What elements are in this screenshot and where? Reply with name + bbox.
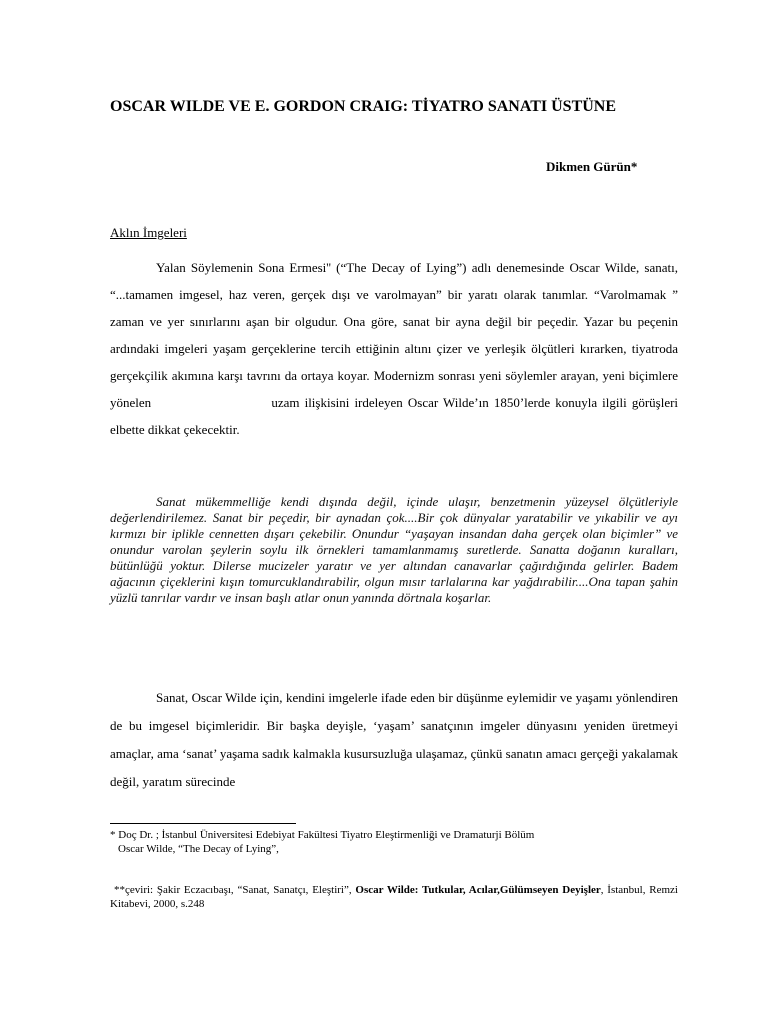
footnote-2-suffix: , İstanbul, Remzi Kitabevi, 2000, s.248 [110, 884, 678, 910]
footnote-2 [110, 883, 678, 911]
footnote-1-line-2: Oscar Wilde, “The Decay of Lying”, [118, 843, 279, 855]
paragraph-1-part-1: Yalan Söylemenin Sona Ermesi'' (“The Decay of Lying”) adlı denemesinde Oscar Wilde, sanatı, “...tamamen imgesel, haz veren, gerçek dışı ve varolmayan” bir yaratı olarak tanımlar. “Varolmamak ” zaman ve yer sınırlarını aşan bir olgudur. Ona göre, sanat bir ayna değil bir peçedir. Yazar bu peçenin ardındaki imgeleri yaşam gerçeklerine tercih ettiğinin altını çizer ve yerleşik ölçütleri kırarken, tiyatroda gerçekçilik akımına karşı tavrını da ortaya koyar. Modernizm sonrası yeni söylemler arayan, yeni biçimlere yönelen [110, 260, 678, 410]
paragraph-1-part-2: uzam ilişkisini irdeleyen Oscar Wilde’ın 1850’lerde konuyla ilgili görüşleri elbette dikkat çekecektir. [110, 395, 679, 437]
author-name: Dikmen Gürün* [546, 159, 638, 174]
page-title: OSCAR WILDE VE E. GORDON CRAIG: TİYATRO SANATI ÜSTÜNE [110, 98, 617, 115]
footnote-1-line-1: * Doç Dr. ; İstanbul Üniversitesi Edebiyat Fakültesi Tiyatro Eleştirmenliği ve Dramaturji Bölüm [110, 829, 535, 841]
footnote-2-prefix: **çeviri: Şakir Eczacıbaşı, “Sanat, Sanatçı, Eleştiri”, [114, 884, 356, 896]
body-paragraph-1 [110, 254, 678, 443]
footnote-1 [110, 828, 678, 856]
block-quote: Sanat mükemmelliğe kendi dışında değil, içinde ulaşır, benzetmenin yüzeysel ölçütleriyle değerlendirilemez. Sanat bir peçedir, bir aynadan çok....Bir çok dünyalar yaratabilir ve yıkabilir ve ayı kırmızı bir iplikle cennetten dışarı çekebilir. Onundur “yaşayan insandan daha gerçek olan biçimler” ve onundur varolan şeylerin soylu ilk örnekleri tamamlanmamış suretlerde. Sanatta doğanın kuralları, bütünlüğü yoktur. Dilerse mucizeler yaratır ve yer altından canavarlar çağırdığında gelirler. Badem ağacının çiçeklerini kışın tomurcuklandırabilir, olgun mısır tarlalarına kar yağdırabilir....Ona tapan şahin yüzlü tanrılar vardır ve insan başlı atlar onun yanında dörtnala koşarlar. [110, 494, 678, 605]
footnote-2-book-title: Oscar Wilde: Tutkular, Acılar,Gülümseyen Deyişler [355, 884, 601, 896]
section-heading: Aklın İmgeleri [110, 225, 187, 240]
footnote-divider [110, 823, 296, 824]
body-paragraph-2: Sanat, Oscar Wilde için, kendini imgelerle ifade eden bir düşünme eylemidir ve yaşamı yönlendiren de bu imgesel biçimleridir. Bir başka deyişle, ‘yaşam’ sanatçının imgeler dünyasını yeniden üretmeyi amaçlar, ama ‘sanat’ yaşama sadık kalmakla kusursuzluğa ulaşamaz, çünkü sanatın amacı gerçeği yakalamak değil, yaratım sürecinde [110, 690, 678, 789]
